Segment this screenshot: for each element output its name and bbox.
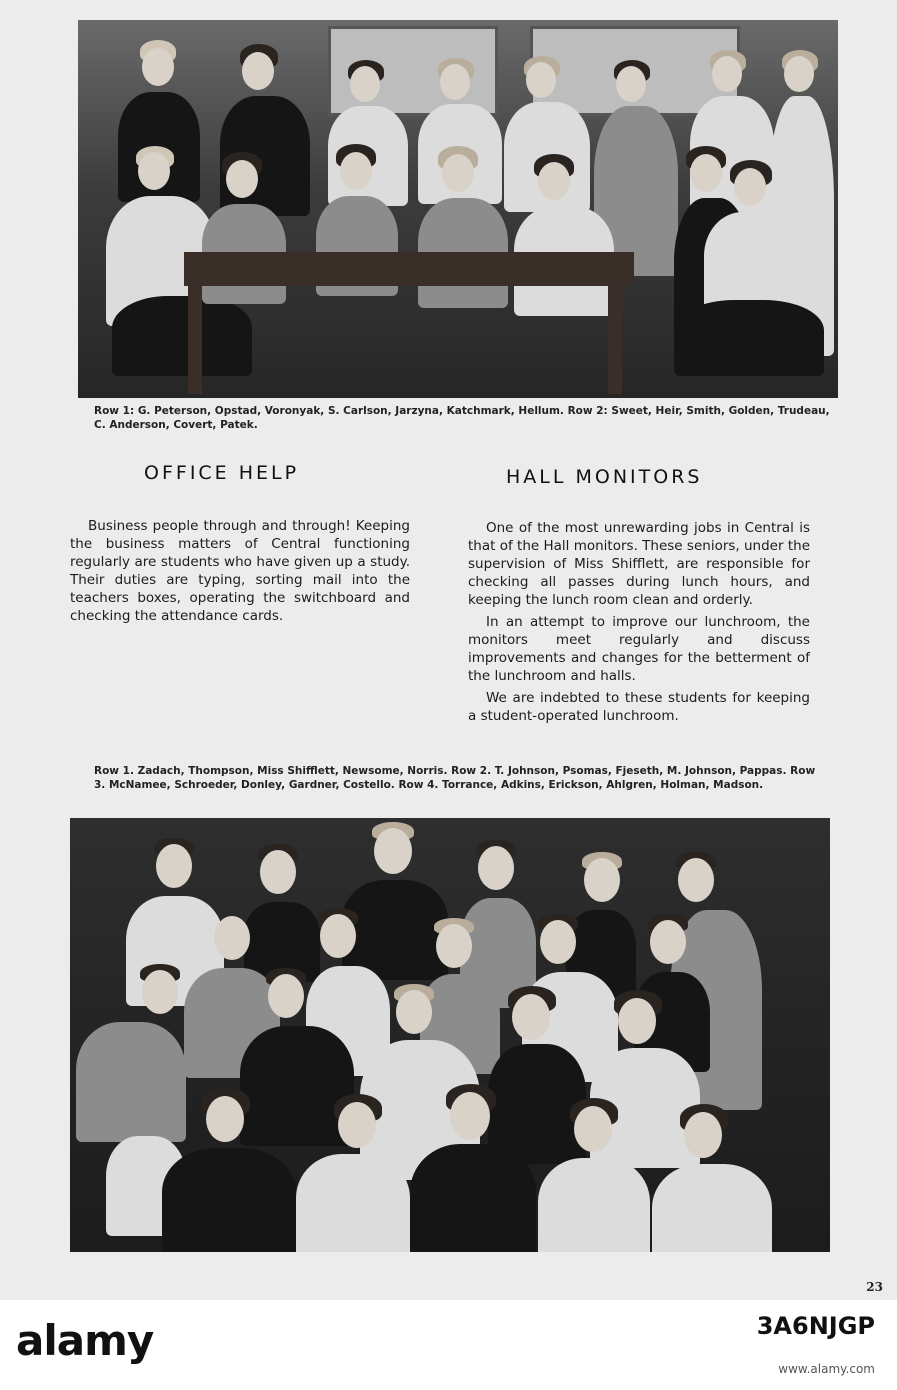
watermark-footer bbox=[0, 1300, 897, 1390]
hall-monitors-caption: Row 1. Zadach, Thompson, Miss Shifflett, Newsome, Norris. Row 2. T. Johnson, Psomas, Fjeseth, M. Johnson, Pappas. Row 3. McNamee, Schroeder, Donley, Gardner, Costello. Row 4. Torrance, Adkins, Erickson, Ahlgren, Holman, Madson. bbox=[94, 765, 816, 791]
image-id: 3A6NJGP bbox=[756, 1312, 875, 1340]
hall-monitors-paragraph-2: In an attempt to improve our lunchroom, the monitors meet regularly and discuss improvements and changes for the betterment of the lunchroom and halls. bbox=[468, 614, 810, 684]
brand-logo: alamy bbox=[16, 1316, 154, 1365]
photo-table-leg bbox=[608, 286, 622, 394]
hall-monitors-heading: HALL MONITORS bbox=[506, 466, 703, 488]
office-help-caption: Row 1: G. Peterson, Opstad, Voronyak, S. Carlson, Jarzyna, Katchmark, Hellum. Row 2: Sweet, Heir, Smith, Golden, Trudeau, C. Anderson, Covert, Patek. bbox=[94, 405, 830, 431]
office-help-heading: OFFICE HELP bbox=[144, 462, 300, 484]
hall-monitors-photo bbox=[70, 818, 830, 1252]
hall-monitors-paragraph-1: One of the most unrewarding jobs in Central is that of the Hall monitors. These seniors, under the supervision of Miss Shifflett, are responsible for checking all passes during lunch hours, and keeping the lunch room clean and orderly. bbox=[468, 520, 810, 608]
office-help-paragraph: Business people through and through! Keeping the business matters of Central functioning regularly are students who have given up a study. Their duties are typing, sorting mail into the teachers boxes, operating the switchboard and checking the attendance cards. bbox=[70, 518, 410, 624]
photo-table bbox=[184, 252, 634, 286]
page-number: 23 bbox=[866, 1280, 883, 1294]
hall-monitors-paragraph-3: We are indebted to these students for keeping a student-operated lunchroom. bbox=[468, 690, 810, 724]
office-help-photo bbox=[78, 20, 838, 398]
office-help-text bbox=[70, 517, 410, 629]
photo-table-leg bbox=[188, 286, 202, 394]
site-url: www.alamy.com bbox=[778, 1362, 875, 1376]
hall-monitors-text bbox=[468, 519, 810, 729]
image-id-block bbox=[757, 1312, 875, 1340]
